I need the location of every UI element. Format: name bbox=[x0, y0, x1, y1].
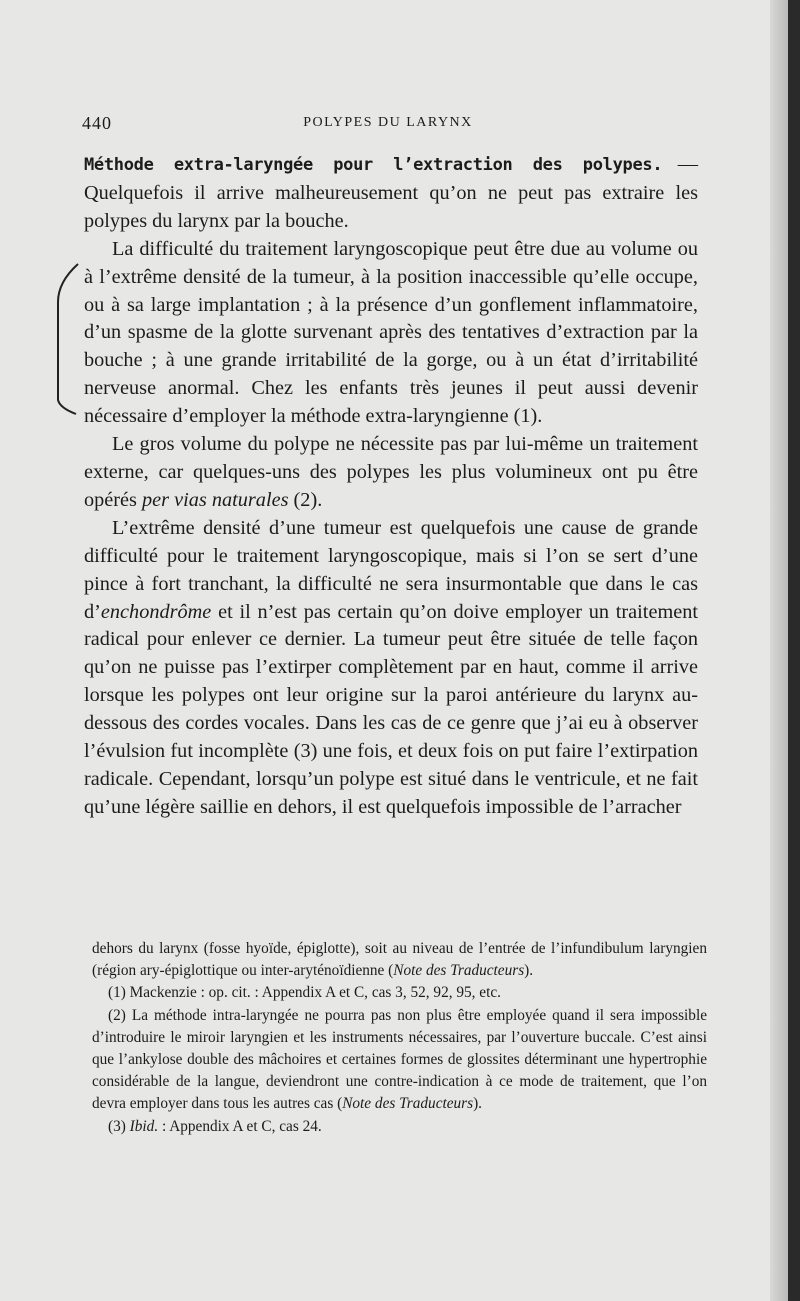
paragraph-4-text-a: L’extrême densité d’une tumeur est quelquefois une cause de grande difficulté pour le traitement laryngoscopique, mais si l’on se sert d’une pince à fort tranchant, la difficulté ne sera insurmontable que dans le cas d’ bbox=[84, 516, 698, 623]
paragraph-1-text: — Quelquefois il arrive malheureusement qu’on ne peut pas extraire les polypes du larynx par la bouche. bbox=[84, 153, 698, 232]
footnote-3-text-b: : Appendix A et C, cas 24. bbox=[158, 1117, 322, 1135]
footnote-2-text-a: (2) La méthode intra-laryngée ne pourra pas non plus être employée quand il sera impossible d’introduire le miroir laryngien et les instruments nécessaires, par l’ouverture buccale. C’est ainsi que l’ankylose double des mâchoires et certaines formes de glossites déterminant une hypertrophie considérable de la langue, deviendront une contre-indication à ce mode de traitement, que l’on devra employer dans tous les autres cas ( bbox=[92, 1006, 707, 1113]
footnotes bbox=[92, 938, 707, 1138]
paragraph-2: La difficulté du traitement laryngoscopique peut être due au volume ou à l’extrême densité de la tumeur, à la position inaccessible qu’elle occupe, ou à sa large implantation ; à la présence d’un gonflement inflammatoire, d’un spasme de la glotte survenant après des tentatives d’extraction par la bouche ; à une grande irritabilité de la gorge, ou à un état d’irritabilité nerveuse anormal. Chez les enfants très jeunes il peut aussi devenir nécessaire d’employer la méthode extra-laryngienne (1). bbox=[84, 237, 698, 428]
footnote-3-italic: Ibid. bbox=[129, 1117, 159, 1135]
page-edge-shadow bbox=[770, 0, 788, 1301]
footnote-3 bbox=[92, 1116, 707, 1138]
footnote-2-text-b: ). bbox=[473, 1095, 482, 1113]
paragraph-1 bbox=[84, 151, 698, 236]
footnote-continuation-italic: Note des Traducteurs bbox=[393, 962, 525, 980]
paragraph-4-text-b: et il n’est pas certain qu’on doive employer un traitement radical pour enlever ce dernier. La tumeur peut être située de telle façon qu’on ne puisse pas l’extirper complètement par en haut, comme il arrive lorsque les polypes ont leur origine sur la paroi antérieure du larynx au-dessous des cordes vocales. Dans les cas de ce genre que j’ai eu à observer l’évulsion fut incomplète (3) une fois, et deux fois on put faire l’extirpation radicale. Cependant, lorsqu’un polype est situé dans le ventricule, et ne fait qu’une légère saillie en dehors, il est quelquefois impossible de l’arracher bbox=[84, 600, 698, 818]
paragraph-3-text-b: (2). bbox=[288, 488, 323, 511]
main-text bbox=[84, 151, 698, 822]
footnote-1: (1) Mackenzie : op. cit. : Appendix A et C, cas 3, 52, 92, 95, etc. bbox=[108, 984, 501, 1002]
paragraph-3-italic: per vias naturales bbox=[142, 488, 289, 511]
paragraph-3-text-a: Le gros volume du polype ne nécessite pas par lui-même un traitement externe, car quelques-uns des polypes les plus volumineux ont pu être opérés bbox=[84, 433, 698, 511]
section-lead: Méthode extra-laryngée pour l’extraction des polypes. bbox=[84, 155, 663, 175]
footnote-2-italic: Note des Traducteurs bbox=[342, 1095, 474, 1113]
paragraph-3 bbox=[84, 431, 698, 515]
scan-border bbox=[788, 0, 800, 1301]
footnote-2 bbox=[92, 1005, 707, 1116]
paragraph-4-italic: enchondrôme bbox=[100, 600, 212, 623]
page-number: 440 bbox=[82, 113, 112, 133]
footnote-continuation bbox=[92, 938, 707, 982]
page-header bbox=[82, 113, 694, 139]
footnote-3-text-a: (3) bbox=[108, 1117, 130, 1135]
paragraph-4 bbox=[84, 515, 698, 822]
footnote-continuation-a: dehors du larynx (fosse hyoïde, épiglotte), soit au niveau de l’entrée de l’infundibulum laryngien (région ary-épiglottique ou inter-aryténoïdienne ( bbox=[92, 940, 707, 980]
running-title: POLYPES DU LARYNX bbox=[303, 115, 473, 130]
footnote-continuation-b: ). bbox=[524, 962, 534, 980]
